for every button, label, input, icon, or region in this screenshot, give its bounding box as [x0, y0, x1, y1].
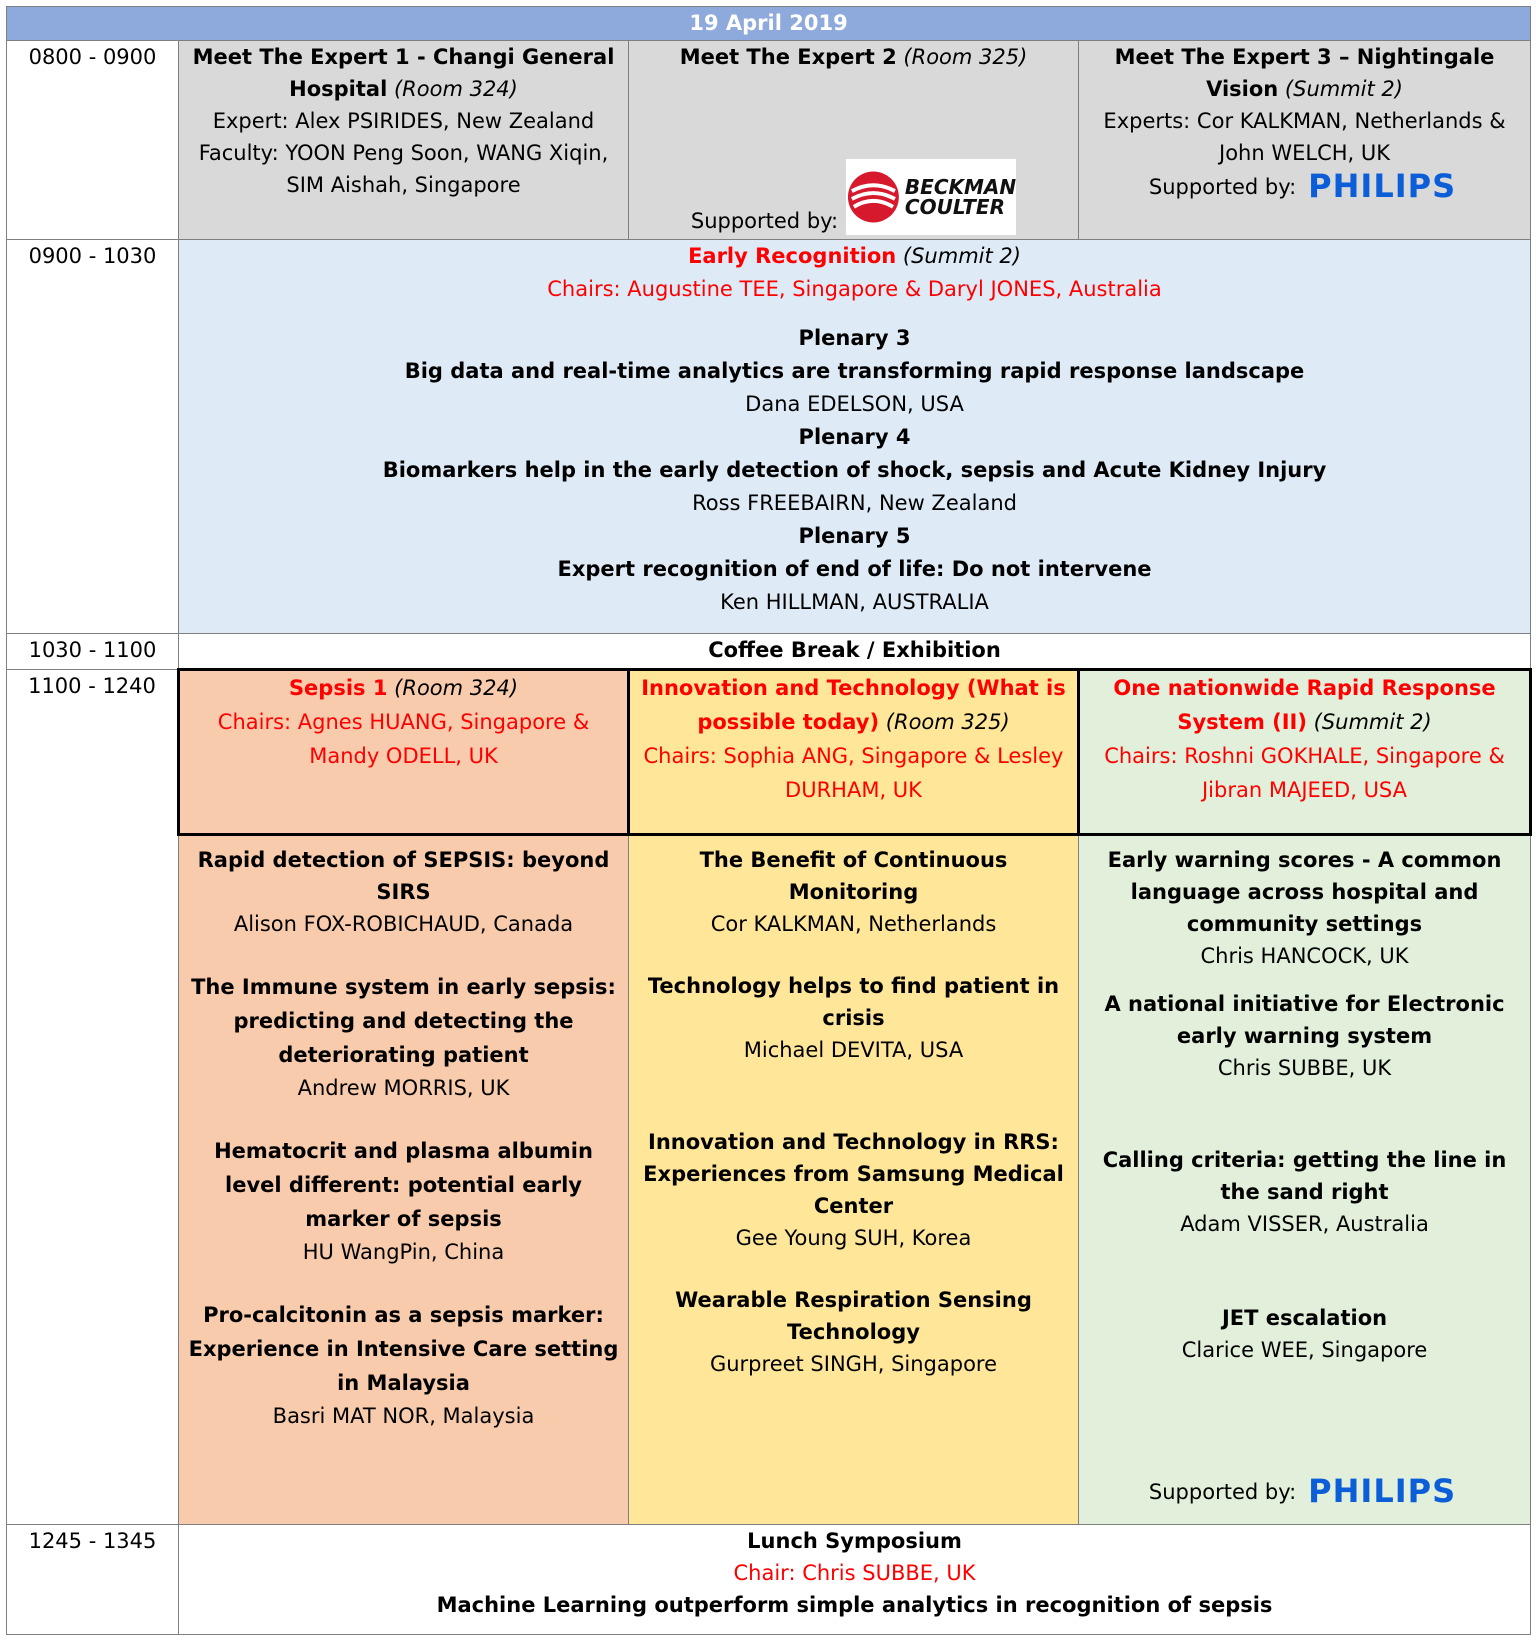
talk-title: The Immune system in early sepsis: predicting and detecting the deteriorating patient [191, 975, 616, 1067]
talk-title: JET escalation [1221, 1306, 1388, 1330]
talk-speaker: Michael DEVITA, USA [743, 1038, 964, 1062]
session-room: (Summit 2) [1313, 710, 1432, 734]
row-1245 [7, 1525, 1531, 1635]
spacer [637, 1066, 1070, 1126]
talk-title: Wearable Respiration Sensing Technology [675, 1288, 1032, 1344]
plenary-label: Plenary 5 [798, 524, 911, 548]
session-title: Meet The Expert 1 - Changi General Hospital [192, 45, 615, 101]
session-title: Early Recognition [688, 244, 897, 268]
meet-expert-3-cell [1079, 41, 1531, 240]
spacer [637, 940, 1070, 970]
beckman-coulter-logo [846, 159, 1016, 235]
plenary-speaker: Ross FREEBAIRN, New Zealand [692, 491, 1017, 515]
talk-speaker: HU WangPin, China [302, 1240, 505, 1264]
meet-expert-1-cell [179, 41, 629, 240]
session-chairs: Chairs: Augustine TEE, Singapore & Daryl JONES, Australia [547, 277, 1162, 301]
early-recognition-cell [179, 240, 1531, 634]
talk-title: Hematocrit and plasma albumin level different: potential early marker of sepsis [214, 1139, 593, 1231]
talk-speaker: Gurpreet SINGH, Singapore [709, 1352, 998, 1376]
row-1030 [7, 634, 1531, 670]
session-title: Sepsis 1 [288, 676, 388, 700]
session-sepsis-header [179, 670, 629, 835]
time-cell: 1030 - 1100 [7, 634, 179, 670]
sponsor-block [1079, 1474, 1530, 1508]
nationwide-talks-cell [1079, 835, 1531, 1525]
beckman-logo-text: BECKMAN COULTER [904, 175, 1017, 219]
faculty-line: Faculty: YOON Peng Soon, WANG Xiqin, SIM Aishah, Singapore [198, 141, 609, 197]
plenary-label: Plenary 4 [798, 425, 911, 449]
spacer [187, 1268, 620, 1298]
row-1100-talks [7, 835, 1531, 1525]
session-room: (Summit 2) [1284, 77, 1403, 101]
coffee-break-cell: Coffee Break / Exhibition [179, 634, 1531, 670]
session-chairs: Chairs: Agnes HUANG, Singapore & Mandy ODELL, UK [217, 710, 590, 768]
symposium-chair: Chair: Chris SUBBE, UK [733, 1561, 976, 1585]
time-cell: 0800 - 0900 [7, 41, 179, 240]
talk-speaker: Alison FOX-ROBICHAUD, Canada [233, 912, 574, 936]
spacer [1087, 1240, 1522, 1302]
talk-title: Early warning scores - A common language across hospital and community settings [1107, 848, 1502, 936]
expert-line: Expert: Alex PSIRIDES, New Zealand [212, 109, 595, 133]
spacer [1087, 972, 1522, 988]
talk-title: Technology helps to find patient in crisis [647, 974, 1060, 1030]
session-innovation-header [629, 670, 1079, 835]
sponsor-block [629, 159, 1078, 235]
talk-title: Calling criteria: getting the line in the sand right [1102, 1148, 1507, 1204]
time-cell: 0900 - 1030 [7, 240, 179, 634]
plenary-speaker: Ken HILLMAN, AUSTRALIA [720, 590, 989, 614]
date-header-row [7, 7, 1531, 41]
talk-title: Pro-calcitonin as a sepsis marker: Experience in Intensive Care setting in Malaysia [188, 1303, 619, 1395]
plenary-title: Biomarkers help in the early detection of shock, sepsis and Acute Kidney Injury [382, 458, 1327, 482]
session-title: One nationwide Rapid Response System (II) [1113, 676, 1496, 734]
talk-title: Rapid detection of SEPSIS: beyond SIRS [197, 848, 610, 904]
session-room: (Summit 2) [902, 244, 1021, 268]
session-room: (Room 325) [903, 45, 1028, 69]
time-cell: 1245 - 1345 [7, 1525, 179, 1635]
supported-by-label: Supported by: [1148, 175, 1297, 199]
beckman-logo-mark-icon [846, 169, 901, 225]
symposium-title: Lunch Symposium [747, 1529, 962, 1553]
row-0800 [7, 41, 1531, 240]
talk-speaker: Basri MAT NOR, Malaysia [272, 1404, 535, 1428]
sepsis-talks-cell [179, 835, 629, 1525]
talk-speaker: Clarice WEE, Singapore [1181, 1338, 1428, 1362]
plenary-speaker: Dana EDELSON, USA [745, 392, 964, 416]
spacer [187, 1104, 620, 1134]
session-nationwide-header [1079, 670, 1531, 835]
talk-title: Innovation and Technology in RRS: Experiences from Samsung Medical Center [643, 1130, 1064, 1218]
session-title: Innovation and Technology (What is possible today) [641, 676, 1066, 734]
talk-title: The Benefit of Continuous Monitoring [699, 848, 1008, 904]
talk-title: A national initiative for Electronic early warning system [1104, 992, 1505, 1048]
session-chairs: Chairs: Sophia ANG, Singapore & Lesley DURHAM, UK [643, 744, 1064, 802]
spacer [187, 940, 620, 970]
symposium-talk: Machine Learning outperform simple analytics in recognition of sepsis [436, 1593, 1273, 1617]
schedule-page [6, 6, 1530, 1635]
philips-logo: PHILIPS [1308, 167, 1457, 205]
talk-speaker: Chris HANCOCK, UK [1200, 944, 1409, 968]
session-room: (Room 324) [394, 676, 519, 700]
lunch-symposium-cell [179, 1525, 1531, 1635]
schedule-table [6, 6, 1532, 1635]
talk-speaker: Gee Young SUH, Korea [735, 1226, 972, 1250]
plenary-label: Plenary 3 [798, 326, 911, 350]
spacer [187, 306, 1522, 322]
session-title: Meet The Expert 3 – Nightingale Vision [1114, 45, 1495, 101]
talk-speaker: Cor KALKMAN, Netherlands [710, 912, 997, 936]
expert-line: Experts: Cor KALKMAN, Netherlands & John WELCH, UK [1103, 109, 1506, 165]
talk-speaker: Adam VISSER, Australia [1180, 1212, 1429, 1236]
session-room: (Room 325) [885, 710, 1010, 734]
talk-speaker: Chris SUBBE, UK [1217, 1056, 1392, 1080]
talk-speaker: Andrew MORRIS, UK [297, 1076, 510, 1100]
spacer [1087, 1084, 1522, 1144]
time-cell: 1100 - 1240 [7, 670, 179, 1525]
philips-logo: PHILIPS [1308, 1472, 1457, 1510]
plenary-title: Expert recognition of end of life: Do not intervene [557, 557, 1152, 581]
session-title: Meet The Expert 2 [679, 45, 897, 69]
supported-by-label: Supported by: [1148, 1480, 1297, 1504]
innovation-talks-cell [629, 835, 1079, 1525]
row-1100-header [7, 670, 1531, 835]
plenary-title: Big data and real-time analytics are transforming rapid response landscape [404, 359, 1305, 383]
session-chairs: Chairs: Roshni GOKHALE, Singapore & Jibran MAJEED, USA [1104, 744, 1505, 802]
row-0900 [7, 240, 1531, 634]
meet-expert-2-cell [629, 41, 1079, 240]
date-header: 19 April 2019 [7, 7, 1531, 41]
spacer [637, 1254, 1070, 1284]
supported-by-label: Supported by: [690, 209, 839, 233]
sponsor-block [1087, 169, 1522, 203]
session-room: (Room 324) [393, 77, 518, 101]
